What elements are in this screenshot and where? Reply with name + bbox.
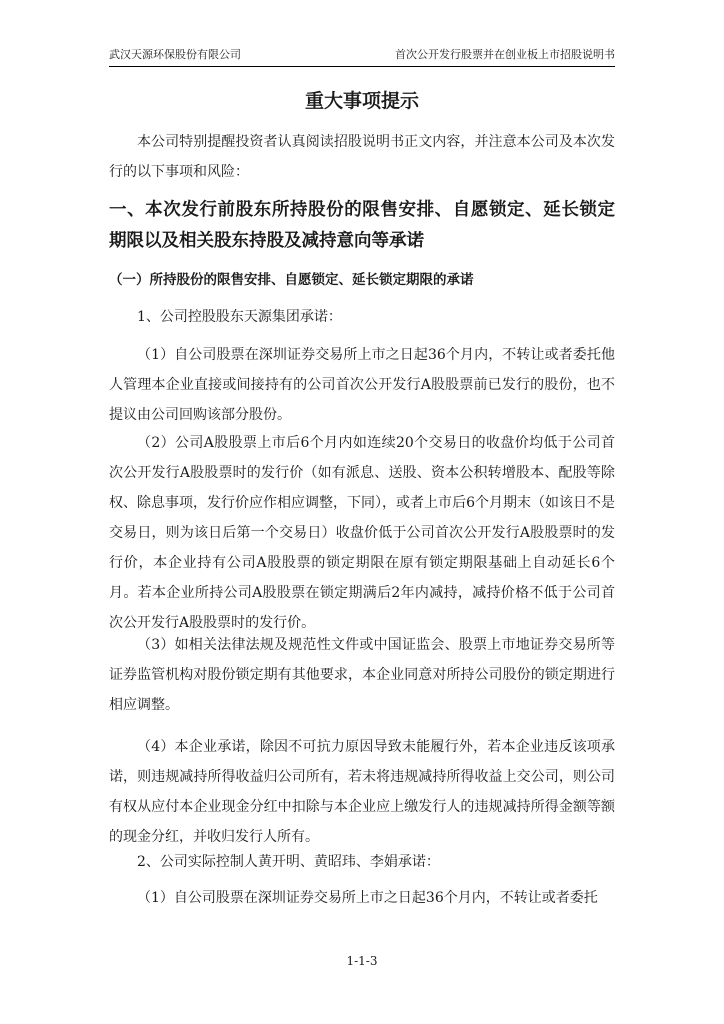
intro-paragraph: 本公司特别提醒投资者认真阅读招股说明书正文内容，并注意本公司及本次发行的以下事项和风险： bbox=[109, 134, 615, 180]
running-header bbox=[109, 47, 615, 67]
page-title: 重大事项提示 bbox=[304, 90, 419, 112]
item-1-paragraph-3: （3）如相关法律法规及规范性文件或中国证监会、股票上市地证券交易所等证券监管机构对股份锁定期有其他要求，本企业同意对所持公司股份的锁定期进行相应调整。 bbox=[109, 637, 615, 713]
page-number: 1-1-3 bbox=[346, 954, 378, 968]
item-2-label: 2、公司实际控制人黄开明、黄昭玮、李娟承诺： bbox=[137, 854, 440, 870]
item-1-paragraph-4: （4）本企业承诺，除因不可抗力原因导致未能履行外，若本企业违反该项承诺，则违规减持所得收益归公司所有，若未将违规减持所得收益上交公司，则公司有权从应付本企业现金分红中扣除与本企业应上缴发行人的违规减持所得金额等额的现金分红，并收归发行人所有。 bbox=[109, 739, 615, 845]
item-2-paragraph-1: （1）自公司股票在深圳证券交易所上市之日起36个月内，不转让或者委托 bbox=[137, 890, 598, 906]
header-company-name: 武汉天源环保股份有限公司 bbox=[109, 48, 241, 61]
item-1-paragraph-2: （2）公司A股股票上市后6个月内如连续20个交易日的收盘价均低于公司首次公开发行A股股票时的发行价（如有派息、送股、资本公积转增股本、配股等除权、除息事项，发行价应作相应调整，下同），或者上市后6个月期末（如该日不是交易日，则为该日后第一个交易日）收盘价低于公司首次公开发行A股股票时的发行价，本企业持有公司A股股票的锁定期限在原有锁定期限基础上自动延长6个月。若本企业所持公司A股股票在锁定期满后2年内减持，减持价格不低于公司首次公开发行A股股票时的发行价。 bbox=[109, 435, 615, 631]
subsection-1-heading: （一）所持股份的限售安排、自愿锁定、延长锁定期限的承诺 bbox=[109, 272, 474, 288]
header-document-title: 首次公开发行股票并在创业板上市招股说明书 bbox=[395, 48, 615, 61]
item-1-label: 1、公司控股股东天源集团承诺： bbox=[137, 309, 342, 325]
section-1-heading: 一、本次发行前股东所持股份的限售安排、自愿锁定、延长锁定期限以及相关股东持股及减持意向等承诺 bbox=[109, 200, 615, 251]
item-1-paragraph-1: （1）自公司股票在深圳证券交易所上市之日起36个月内，不转让或者委托他人管理本企业直接或间接持有的公司首次公开发行A股股票前已发行的股份，也不提议由公司回购该部分股份。 bbox=[109, 347, 615, 423]
